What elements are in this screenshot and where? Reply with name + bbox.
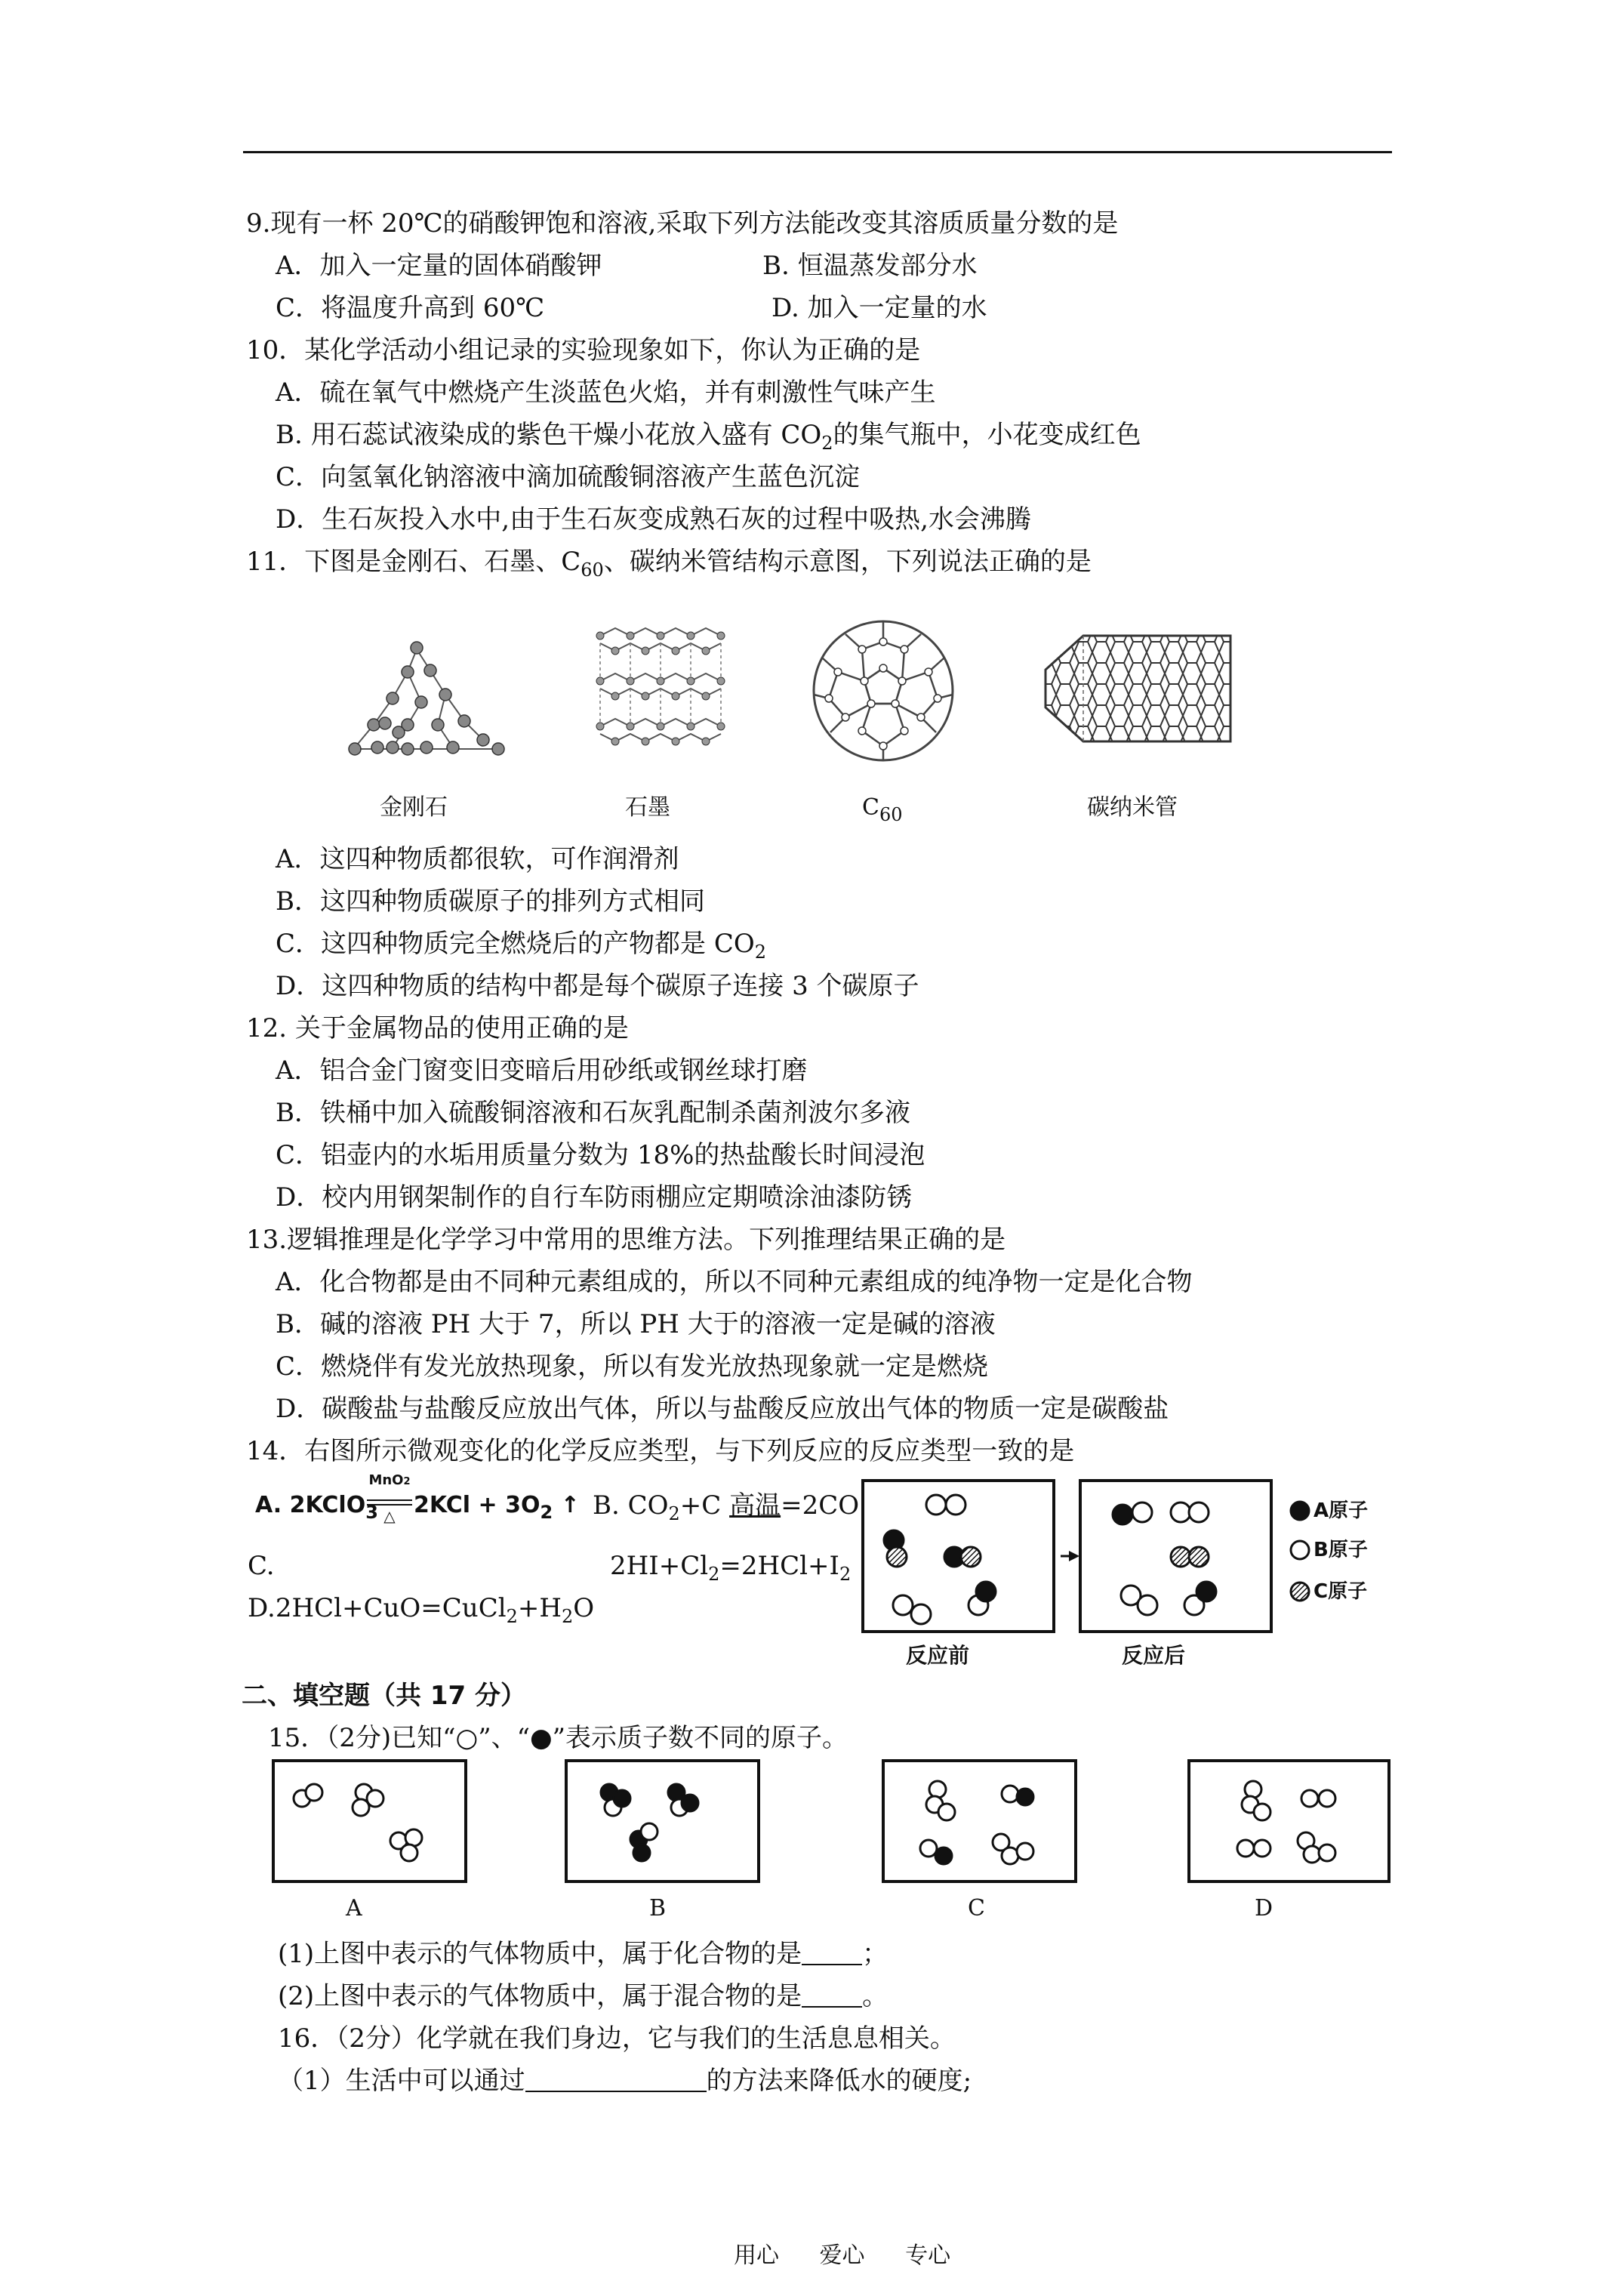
label-before-reaction: 反应前: [906, 1643, 970, 1668]
legend-b-atom: B原子: [1313, 1539, 1368, 1561]
q15-stem: 15．（2分)已知“○”、“●”表示质子数不同的原子。: [268, 1723, 848, 1753]
q12-option-b: B．铁桶中加入硫酸铜溶液和石灰乳配制杀菌剂波尔多液: [276, 1098, 910, 1128]
q16-stem: 16．（2分）化学就在我们身边，它与我们的生活息息相关。: [278, 2023, 956, 2054]
q15-label-a: A: [346, 1895, 362, 1922]
q9-option-c: C．将温度升高到 60℃: [276, 293, 545, 323]
caption-c60: $C_{60}$: [862, 794, 903, 825]
q11-stem: 11．下图是金刚石、石墨、$C_{60}$、碳纳米管结构示意图，下列说法正确的是: [246, 547, 1092, 581]
section-title-fill-in: 二、填空题（共 17 分）: [242, 1681, 526, 1711]
q14-option-c-equation: $2HI+Cl_2=2HCl+I_2$: [610, 1551, 852, 1585]
q10-option-c: C．向氢氧化钠溶液中滴加硫酸铜溶液产生蓝色沉淀: [276, 462, 861, 492]
q12-stem: 12. 关于金属物品的使用正确的是: [246, 1013, 629, 1043]
q13-option-a: A．化合物都是由不同种元素组成的，所以不同种元素组成的纯净物一定是化合物: [276, 1267, 1193, 1297]
q11-option-a: A．这四种物质都很软，可作润滑剂: [276, 844, 679, 874]
q12-option-d: D．校内用钢架制作的自行车防雨棚应定期喷涂油漆防锈: [276, 1182, 913, 1213]
q9-stem: 9.现有一杯 20℃的硝酸钾饱和溶液,采取下列方法能改变其溶质质量分数的是: [246, 208, 1119, 239]
q9-option-b: B. 恒温蒸发部分水: [762, 251, 978, 281]
footer-text-2: 爱心: [819, 2242, 865, 2269]
legend-a-atom: A原子: [1313, 1499, 1369, 1522]
q13-option-d: D．碳酸盐与盐酸反应放出气体，所以与盐酸反应放出气体的物质一定是碳酸盐: [276, 1394, 1169, 1424]
q14-option-c-label: C.: [248, 1551, 275, 1581]
caption-graphite: 石墨: [625, 794, 670, 821]
q9-option-d: D. 加入一定量的水: [771, 293, 987, 323]
q13-option-c: C．燃烧伴有发光放热现象，所以有发光放热现象就一定是燃烧: [276, 1351, 989, 1382]
footer-text-1: 用心: [734, 2242, 779, 2269]
q15-label-d: D: [1255, 1895, 1273, 1922]
c60-structure-figure: [808, 612, 959, 770]
page-footer: [717, 2236, 967, 2270]
nanotube-structure-figure: [1038, 621, 1242, 757]
footer-text-3: 专心: [905, 2242, 951, 2269]
q11-option-c: C．这四种物质完全燃烧后的产物都是 $CO_2$: [276, 929, 766, 963]
q11-option-b: B．这四种物质碳原子的排列方式相同: [276, 886, 705, 917]
q10-option-b: B. 用石蕊试液染成的紫色干燥小花放入盛有 $CO_2$的集气瓶中，小花变成红色: [276, 420, 1141, 454]
q11-option-d: D．这四种物质的结构中都是每个碳原子连接 3 个碳原子: [276, 971, 919, 1001]
header-rule: [243, 151, 1392, 153]
q15-part2-blank[interactable]: [802, 1983, 862, 2008]
q10-option-a: A．硫在氧气中燃烧产生淡蓝色火焰，并有刺激性气味产生: [276, 378, 936, 408]
q12-option-c: C．铝壶内的水垢用质量分数为 18%的热盐酸长时间浸泡: [276, 1140, 925, 1170]
caption-nanotube: 碳纳米管: [1087, 794, 1178, 821]
q15-label-c: C: [968, 1895, 985, 1922]
q9-option-a: A．加入一定量的固体硝酸钾: [276, 251, 602, 281]
graphite-structure-figure: [593, 621, 736, 757]
q14-stem: 14．右图所示微观变化的化学反应类型，与下列反应的反应类型一致的是: [246, 1436, 1075, 1466]
legend-c-atom: C原子: [1313, 1580, 1368, 1603]
q14-option-d: $D.2HCl+CuO=CuCl_2+H_2O$: [248, 1593, 595, 1627]
q15-part1-blank[interactable]: [802, 1941, 862, 1965]
q16-part1-blank[interactable]: [525, 2068, 707, 2092]
q10-stem: 10．某化学活动小组记录的实验现象如下，你认为正确的是: [246, 335, 921, 365]
q10-option-d: D．生石灰投入水中,由于生石灰变成熟石灰的过程中吸热,水会沸腾: [276, 504, 1031, 535]
q14-option-a-equation: A. 2KClO$_3$ MnO2 △ $2KCl + 3O_2$ ↑: [255, 1472, 580, 1525]
q15-part1: (1)上图中表示的气体物质中，属于化合物的是 ；: [278, 1939, 888, 1969]
caption-diamond: 金刚石: [380, 794, 448, 821]
q15-particle-diagrams: [272, 1759, 1404, 1888]
diamond-structure-figure: [332, 627, 521, 770]
q12-option-a: A．铝合金门窗变旧变暗后用砂纸或钢丝球打磨: [276, 1056, 808, 1086]
q16-part1: （1）生活中可以通过 的方法来降低水的硬度;: [278, 2066, 972, 2096]
q15-label-b: B: [649, 1895, 667, 1922]
q13-option-b: B．碱的溶液 PH 大于 7，所以 PH 大于的溶液一定是碱的溶液: [276, 1309, 996, 1339]
q14-option-b: B. $CO_2+C$ 高温=2CO: [593, 1490, 860, 1524]
label-after-reaction: 反应后: [1122, 1643, 1186, 1668]
q15-part2: (2)上图中表示的气体物质中，属于混合物的是 。: [278, 1981, 888, 2011]
q13-stem: 13.逻辑推理是化学学习中常用的思维方法。下列推理结果正确的是: [246, 1225, 1006, 1255]
